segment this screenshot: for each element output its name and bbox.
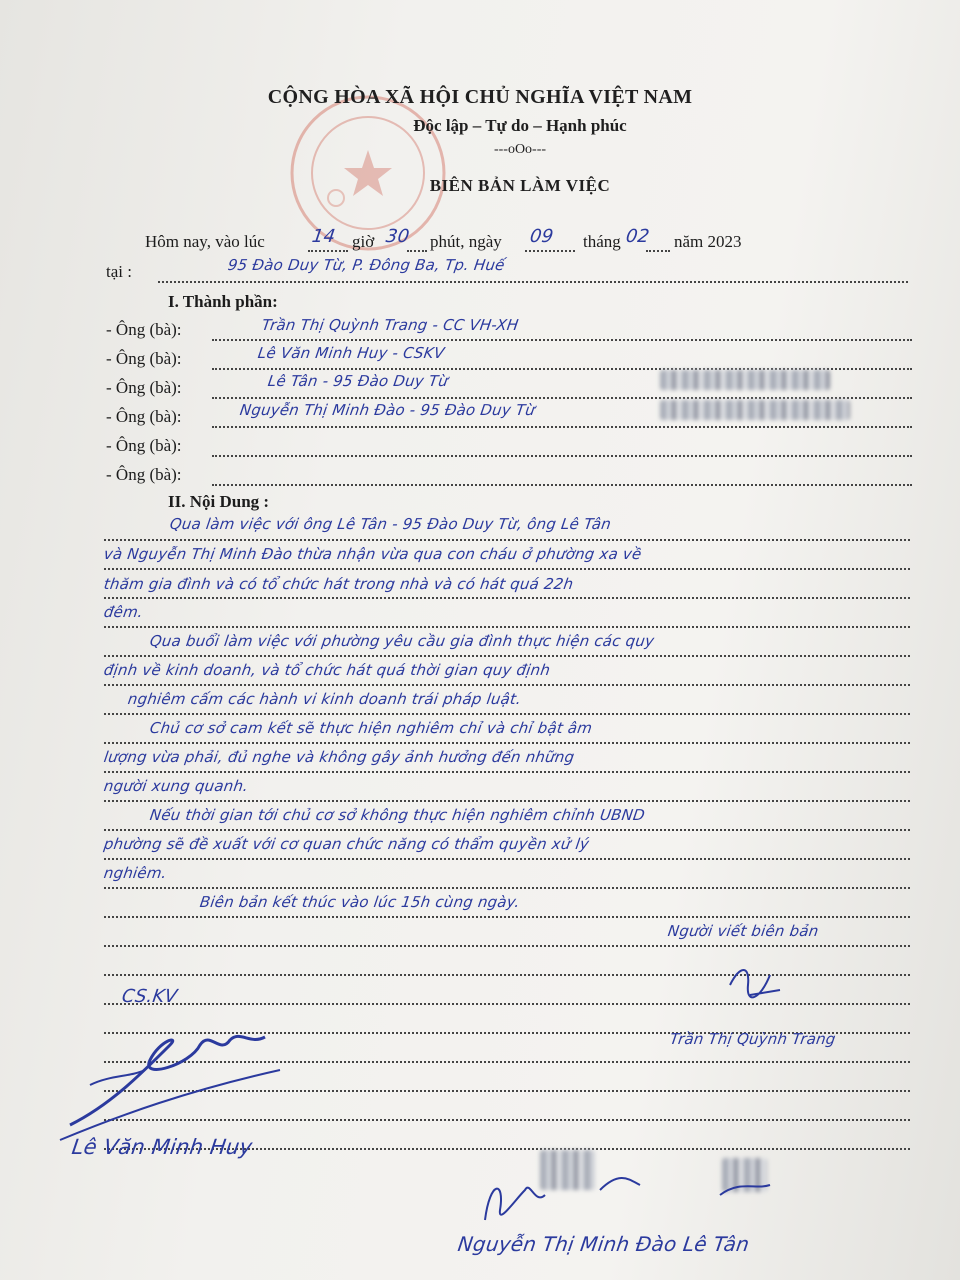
participant-label: - Ông (bà):: [106, 465, 182, 484]
resident-names: Nguyễn Thị Minh Đào Lê Tân: [456, 1232, 751, 1256]
content-line: định về kinh doanh, và tổ chức hát quá thời gian quy định: [102, 661, 552, 679]
content-line: nghiêm cấm các hành vi kinh doanh trái pháp luật.: [126, 690, 523, 708]
meeting-day: 09: [528, 226, 555, 247]
ornament-divider: ---oOo---: [493, 142, 547, 157]
meeting-location: 95 Đào Duy Từ, P. Đông Ba, Tp. Huế: [226, 256, 506, 274]
writer-caption: Người viết biên bản: [666, 922, 820, 940]
location-label: tại :: [106, 262, 132, 281]
participant-4: Nguyễn Thị Minh Đào - 95 Đào Duy Từ: [238, 401, 537, 419]
redacted-phone: [660, 370, 830, 390]
national-motto: Độc lập – Tự do – Hạnh phúc: [413, 116, 627, 135]
content-line: và Nguyễn Thị Minh Đào thừa nhận vừa qua con cháu ở phường xa về: [102, 545, 643, 563]
participants-heading: I. Thành phần:: [168, 292, 278, 311]
officer-name: Lê Văn Minh Huy: [70, 1135, 254, 1159]
participant-label: - Ông (bà):: [106, 378, 182, 397]
intro-prefix: Hôm nay, vào lúc: [145, 232, 265, 251]
document-title: BIÊN BẢN LÀM VIỆC: [429, 176, 611, 195]
content-line: lượng vừa phải, đủ nghe và không gây ảnh hưởng đến những: [102, 748, 576, 766]
content-line: Qua làm việc với ông Lê Tân - 95 Đào Duy Từ, ông Lê Tân: [168, 515, 613, 533]
participant-label: - Ông (bà):: [106, 349, 182, 368]
content-line: người xung quanh.: [102, 777, 250, 795]
participant-label: - Ông (bà):: [106, 407, 182, 426]
cskv-label: CS.KV: [120, 986, 179, 1007]
officer-signature-icon: [50, 1015, 310, 1155]
resident-signature-icon: [470, 1150, 790, 1240]
minute-label: phút, ngày: [430, 232, 502, 251]
content-line: Chủ cơ sở cam kết sẽ thực hiện nghiêm chỉ và chỉ bật âm: [148, 719, 594, 737]
content-line: nghiêm.: [102, 864, 168, 882]
meeting-month: 02: [624, 226, 651, 247]
participant-2: Lê Văn Minh Huy - CSKV: [256, 344, 446, 362]
writer-name: Trần Thị Quỳnh Trang: [668, 1030, 837, 1048]
content-heading: II. Nội Dung :: [168, 492, 270, 511]
participant-label: - Ông (bà):: [106, 320, 182, 339]
content-line: Qua buổi làm việc với phường yêu cầu gia đình thực hiện các quy: [148, 632, 656, 650]
participant-1: Trần Thị Quỳnh Trang - CC VH-XH: [260, 316, 520, 334]
meeting-minute: 30: [384, 226, 411, 247]
content-line: phường sẽ đề xuất với cơ quan chức năng có thẩm quyền xử lý: [102, 835, 591, 853]
redacted-phone: [660, 400, 850, 420]
national-title: CỘNG HÒA XÃ HỘI CHỦ NGHĨA VIỆT NAM: [267, 86, 693, 108]
content-line: thăm gia đình và có tổ chức hát trong nhà và có hát quá 22h: [102, 575, 575, 593]
content-line: đêm.: [102, 603, 145, 621]
writer-signature-icon: [720, 955, 800, 1015]
content-line: Nếu thời gian tới chủ cơ sở không thực hiện nghiêm chỉnh UBND: [148, 806, 647, 824]
content-line: Biên bản kết thúc vào lúc 15h cùng ngày.: [198, 893, 522, 911]
meeting-hour: 14: [310, 226, 337, 247]
hour-label: giờ: [352, 232, 375, 251]
participant-3: Lê Tân - 95 Đào Duy Từ: [266, 372, 450, 390]
year-label: năm 2023: [674, 232, 742, 251]
month-label: tháng: [583, 232, 621, 251]
participant-label: - Ông (bà):: [106, 436, 182, 455]
